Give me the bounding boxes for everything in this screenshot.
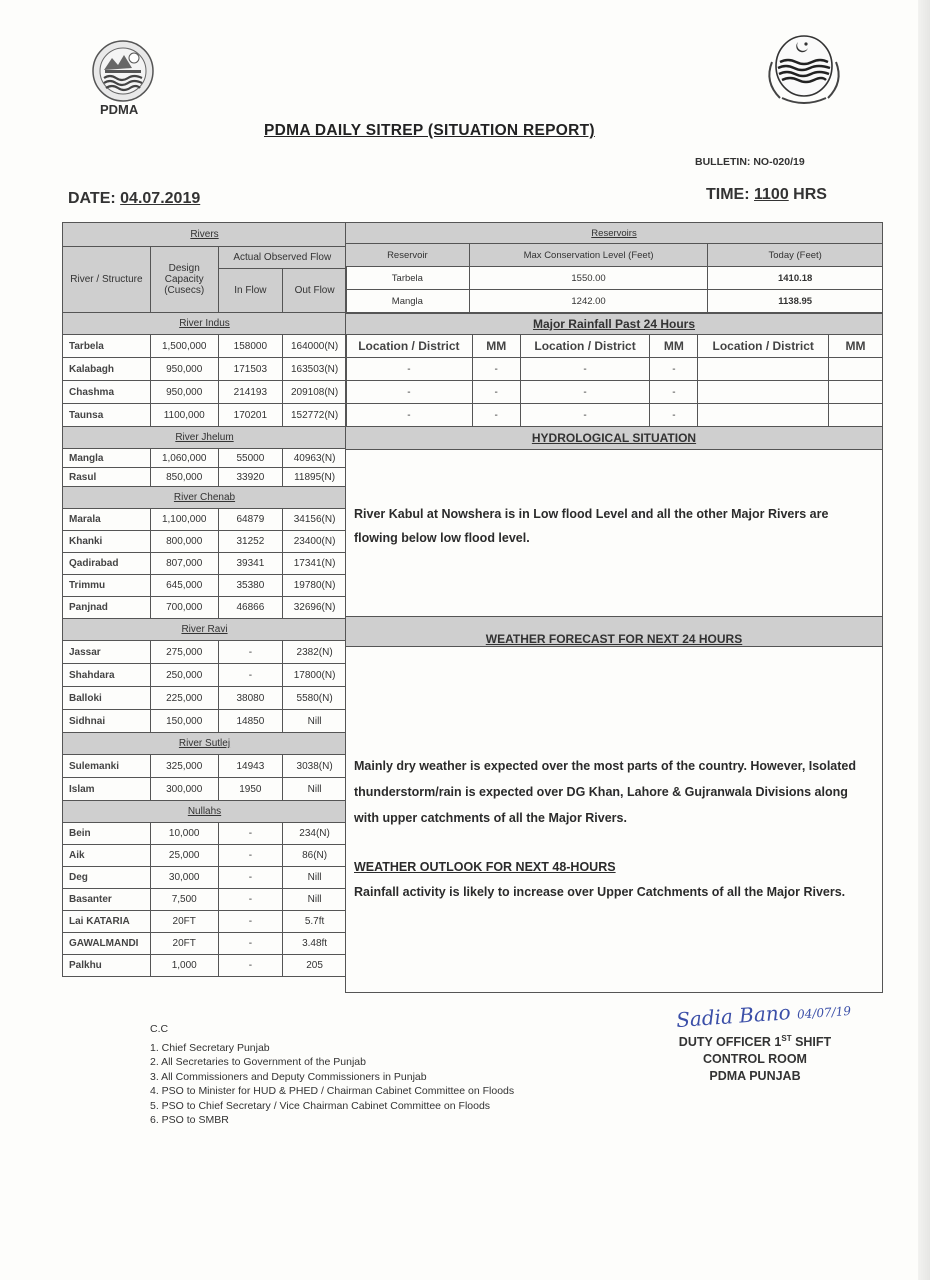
river-row [63,641,347,664]
in-flow: - [218,641,283,664]
river-row [63,404,347,427]
out-flow: 2382(N) [283,641,347,664]
river-row [63,358,347,381]
in-flow: - [218,823,283,845]
river-row [63,531,347,553]
time-label: TIME: [706,186,750,203]
out-flow: 5580(N) [283,687,347,710]
river-row [63,955,347,977]
cc-list [150,1022,514,1128]
signature [675,996,851,1032]
rainfall-mm: - [650,381,698,404]
out-flow: 164000(N) [283,335,347,358]
river-row [63,687,347,710]
report-date [68,190,200,208]
rainfall-location: - [346,381,473,404]
punjab-emblem-icon [758,32,850,110]
in-flow: 38080 [218,687,283,710]
in-flow: - [218,933,283,955]
out-flow: 32696(N) [283,597,347,619]
rainfall-mm [829,404,883,427]
date-label: DATE: [68,190,116,207]
rainfall-mm [829,381,883,404]
structure-name: Mangla [63,449,151,468]
rainfall-row [346,404,883,427]
reservoir-row [346,290,883,313]
out-flow: 3.48ft [283,933,347,955]
structure-name: Sulemanki [63,755,151,778]
forecast-title: WEATHER FORECAST FOR NEXT 24 HOURS [485,632,743,646]
today-level: 1410.18 [708,267,883,290]
reservoir-row [346,267,883,290]
in-flow: 39341 [218,553,283,575]
design-capacity: 1,000 [150,955,218,977]
structure-name: Khanki [63,531,151,553]
out-flow: 205 [283,955,347,977]
in-flow: 14943 [218,755,283,778]
out-flow: 163503(N) [283,358,347,381]
out-flow: 19780(N) [283,575,347,597]
river-section-header [63,801,347,823]
in-flow: 158000 [218,335,283,358]
design-capacity: 807,000 [150,553,218,575]
signature-date: 04/07/19 [796,1003,852,1022]
river-row [63,867,347,889]
rainfall-col-header: MM [829,335,883,358]
out-flow: Nill [283,889,347,911]
in-flow: 171503 [218,358,283,381]
structure-name: Trimmu [63,575,151,597]
structure-name: Qadirabad [63,553,151,575]
out-flow: 86(N) [283,845,347,867]
rainfall-col-header: Location / District [698,335,829,358]
river-row [63,845,347,867]
river-row [63,335,347,358]
design-capacity: 20FT [150,911,218,933]
river-row [63,710,347,733]
in-flow: - [218,955,283,977]
in-flow: 46866 [218,597,283,619]
out-flow: 17800(N) [283,664,347,687]
design-capacity: 1,100,000 [150,509,218,531]
pdma-logo-icon [92,40,154,102]
hydrological-section [345,427,883,993]
rainfall-mm: - [472,358,520,381]
reservoir-name: Mangla [346,290,470,313]
design-capacity: 20FT [150,933,218,955]
design-capacity: 700,000 [150,597,218,619]
page-edge [918,0,930,1280]
in-flow: 55000 [218,449,283,468]
rainfall-location: - [346,404,473,427]
officer-role: DUTY OFFICER 1ST SHIFT [678,1034,832,1050]
river-row [63,778,347,801]
river-row [63,597,347,619]
out-flow: Nill [283,867,347,889]
out-flow: Nill [283,710,347,733]
in-flow: 64879 [218,509,283,531]
design-capacity: 10,000 [150,823,218,845]
time-unit: HRS [793,186,827,203]
rainfall-location: - [520,404,650,427]
out-flow: 11895(N) [283,468,347,487]
out-flow: 209108(N) [283,381,347,404]
col-observed: Actual Observed Flow [218,247,346,269]
structure-name: Panjnad [63,597,151,619]
design-capacity: 325,000 [150,755,218,778]
col-outflow: Out Flow [283,269,347,313]
signature-name: Sadia Bano [675,1000,792,1033]
rainfall-col-header: MM [472,335,520,358]
out-flow: 234(N) [283,823,347,845]
in-flow: - [218,664,283,687]
structure-name: Chashma [63,381,151,404]
out-flow: 3038(N) [283,755,347,778]
design-capacity: 7,500 [150,889,218,911]
structure-name: Jassar [63,641,151,664]
structure-name: Deg [63,867,151,889]
out-flow: 23400(N) [283,531,347,553]
rivers-title: Rivers [190,229,219,240]
design-capacity: 225,000 [150,687,218,710]
out-flow: 152772(N) [283,404,347,427]
design-capacity: 800,000 [150,531,218,553]
cc-item: 2. All Secretaries to Government of the Punjab [150,1056,366,1068]
reservoirs-title: Reservoirs [591,227,637,239]
river-section-name: River Ravi [181,624,228,635]
right-panel [345,222,883,993]
river-section-header [63,619,347,641]
design-capacity: 300,000 [150,778,218,801]
design-capacity: 150,000 [150,710,218,733]
design-capacity: 250,000 [150,664,218,687]
structure-name: Kalabagh [63,358,151,381]
cc-item: 1. Chief Secretary Punjab [150,1041,270,1054]
river-row [63,575,347,597]
reservoir-col-header: Max Conservation Level (Feet) [469,244,708,267]
max-conservation-level: 1242.00 [469,290,708,313]
date-value: 04.07.2019 [120,190,201,207]
rainfall-location: - [520,358,650,381]
forecast-text: Mainly dry weather is expected over the most parts of the country. However, Isolated thunderstorm/rain is expected over DG Khan, Lahore & Gujranwala Divisions along with upper catchments of all the Major Rivers. [354,759,856,825]
structure-name: Shahdara [63,664,151,687]
max-conservation-level: 1550.00 [469,267,708,290]
out-flow: 5.7ft [283,911,347,933]
in-flow: 33920 [218,468,283,487]
river-section-header [63,733,347,755]
col-inflow: In Flow [218,269,283,313]
today-level: 1138.95 [708,290,883,313]
rainfall-col-header: Location / District [346,335,473,358]
outlook-title: WEATHER OUTLOOK FOR NEXT 48-HOURS [354,860,616,874]
in-flow: 1950 [218,778,283,801]
cc-item: 4. PSO to Minister for HUD & PHED / Chairman Cabinet Committee on Floods [150,1085,515,1097]
river-section-name: River Jhelum [175,432,234,443]
river-section-name: Nullahs [187,806,222,817]
hydrological-text: River Kabul at Nowshera is in Low flood Level and all the other Major Rivers are flowing below low flood level. [354,507,829,545]
officer-line2: CONTROL ROOM [703,1052,807,1067]
river-section-header [63,487,347,509]
rainfall-mm: - [472,381,520,404]
rivers-table [62,222,347,977]
report-time [706,186,827,204]
rainfall-row [346,381,883,404]
reservoir-name: Tarbela [346,267,470,290]
structure-name: Palkhu [63,955,151,977]
in-flow: 170201 [218,404,283,427]
cc-item: 6. PSO to SMBR [150,1114,229,1126]
design-capacity: 25,000 [150,845,218,867]
structure-name: Marala [63,509,151,531]
col-capacity: Design Capacity (Cusecs) [150,247,218,313]
river-row [63,933,347,955]
hydrological-title: HYDROLOGICAL SITUATION [531,431,697,445]
outlook-text: Rainfall activity is likely to increase over Upper Catchments of all the Major Rivers. [354,885,846,899]
structure-name: Bein [63,823,151,845]
cc-heading: C.C [150,1023,169,1035]
rainfall-col-header: MM [650,335,698,358]
bulletin-number: BULLETIN: NO-020/19 [695,156,805,168]
in-flow: 31252 [218,531,283,553]
rainfall-title: Major Rainfall Past 24 Hours [532,317,696,331]
in-flow: - [218,889,283,911]
col-structure: River / Structure [63,247,151,313]
river-section-header [63,427,347,449]
cc-item: 5. PSO to Chief Secretary / Vice Chairman Cabinet Committee on Floods [150,1099,491,1112]
officer-line3: PDMA PUNJAB [709,1069,801,1084]
design-capacity: 1,060,000 [150,449,218,468]
rainfall-location: - [520,381,650,404]
rainfall-location: - [346,358,473,381]
river-section-name: River Chenab [173,492,236,503]
river-row [63,755,347,778]
reservoirs-table [345,222,883,313]
design-capacity: 850,000 [150,468,218,487]
river-section-name: River Sutlej [178,738,231,749]
river-row [63,468,347,487]
out-flow: 17341(N) [283,553,347,575]
river-row [63,911,347,933]
design-capacity: 275,000 [150,641,218,664]
in-flow: 14850 [218,710,283,733]
rainfall-location [698,381,829,404]
officer-block [640,1030,870,1085]
structure-name: GAWALMANDI [63,933,151,955]
rainfall-col-header: Location / District [520,335,650,358]
rainfall-mm: - [472,404,520,427]
river-section-name: River Indus [179,318,230,329]
rainfall-location [698,358,829,381]
structure-name: Aik [63,845,151,867]
rainfall-mm: - [650,358,698,381]
structure-name: Basanter [63,889,151,911]
river-row [63,664,347,687]
rainfall-mm [829,358,883,381]
structure-name: Islam [63,778,151,801]
out-flow: 34156(N) [283,509,347,531]
design-capacity: 1,500,000 [150,335,218,358]
reservoir-col-header: Reservoir [346,244,470,267]
in-flow: 214193 [218,381,283,404]
river-section-header [63,313,347,335]
design-capacity: 950,000 [150,381,218,404]
time-value: 1100 [754,186,789,203]
river-row [63,509,347,531]
in-flow: - [218,911,283,933]
river-row [63,381,347,404]
structure-name: Lai KATARIA [63,911,151,933]
river-row [63,553,347,575]
in-flow: - [218,845,283,867]
rainfall-table [345,313,883,427]
river-row [63,823,347,845]
in-flow: 35380 [218,575,283,597]
design-capacity: 1100,000 [150,404,218,427]
rainfall-mm: - [650,404,698,427]
structure-name: Tarbela [63,335,151,358]
pdma-logo-text: PDMA [100,102,139,117]
structure-name: Taunsa [63,404,151,427]
river-row [63,889,347,911]
structure-name: Sidhnai [63,710,151,733]
reservoir-col-header: Today (Feet) [708,244,883,267]
out-flow: 40963(N) [283,449,347,468]
rainfall-location [698,404,829,427]
out-flow: Nill [283,778,347,801]
cc-item: 3. All Commissioners and Deputy Commissioners in Punjab [150,1070,427,1083]
river-row [63,449,347,468]
in-flow: - [218,867,283,889]
design-capacity: 950,000 [150,358,218,381]
structure-name: Rasul [63,468,151,487]
structure-name: Balloki [63,687,151,710]
design-capacity: 30,000 [150,867,218,889]
design-capacity: 645,000 [150,575,218,597]
rainfall-row [346,358,883,381]
report-title: PDMA DAILY SITREP (SITUATION REPORT) [264,122,595,139]
